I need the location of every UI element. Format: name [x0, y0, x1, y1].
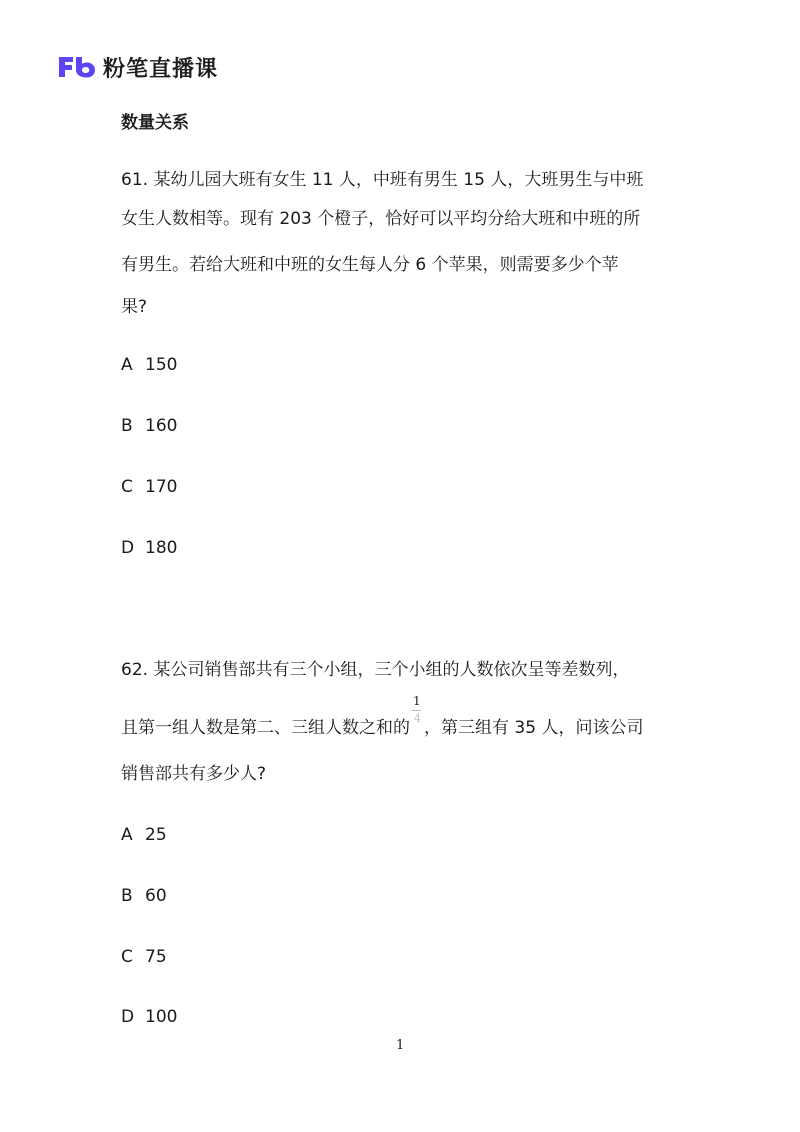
question-62-line-2: [121, 694, 644, 740]
question-62-line-1: 62. 某公司销售部共有三个小组，三个小组的人数依次呈等差数列，: [121, 660, 630, 680]
question-61-line-1: 61. 某幼儿园大班有女生 11 人，中班有男生 15 人，大班男生与中班: [121, 170, 644, 190]
page-number: 1: [396, 1038, 405, 1053]
option-value: 180: [145, 538, 178, 558]
fraction-denominator: 4: [414, 712, 421, 725]
question-61-option-a: [121, 353, 177, 377]
fraction-one-quarter: [411, 694, 423, 740]
question-62-option-c: [121, 945, 167, 969]
fb-logo-icon: [57, 54, 97, 80]
question-62-option-a: [121, 823, 167, 847]
question-61-line-2: 女生人数相等。现有 203 个橙子，恰好可以平均分给大班和中班的所: [121, 209, 641, 229]
option-value: 150: [145, 355, 178, 375]
question-61-line-4: 果?: [121, 297, 148, 317]
question-61-option-d: [121, 536, 177, 560]
option-value: 25: [145, 825, 167, 845]
option-value: 160: [145, 416, 178, 436]
fraction-bar: [412, 710, 421, 711]
option-letter: C: [121, 477, 133, 497]
question-61-line-3: 有男生。若给大班和中班的女生每人分 6 个苹果，则需要多少个苹: [121, 255, 619, 275]
question-62-option-b: [121, 884, 167, 908]
question-61-option-b: [121, 414, 177, 438]
question-62-line-2-before: 且第一组人数是第二、三组人数之和的: [121, 718, 410, 738]
option-value: 100: [145, 1007, 178, 1027]
option-letter: C: [121, 947, 133, 967]
option-letter: A: [121, 355, 133, 375]
option-letter: D: [121, 1007, 135, 1027]
option-letter: A: [121, 825, 133, 845]
brand-logo: [57, 52, 218, 82]
option-letter: B: [121, 886, 133, 906]
option-value: 170: [145, 477, 178, 497]
question-62-line-3: 销售部共有多少人?: [121, 764, 267, 784]
option-letter: D: [121, 538, 135, 558]
option-value: 60: [145, 886, 167, 906]
option-letter: B: [121, 416, 133, 436]
question-62-option-d: [121, 1005, 177, 1029]
question-62-line-2-after: ，第三组有 35 人，问该公司: [424, 718, 644, 738]
question-61-option-c: [121, 475, 177, 499]
section-title: 数量关系: [121, 113, 189, 133]
option-value: 75: [145, 947, 167, 967]
brand-name: 粉笔直播课: [103, 56, 219, 82]
fraction-numerator: 1: [413, 694, 421, 708]
